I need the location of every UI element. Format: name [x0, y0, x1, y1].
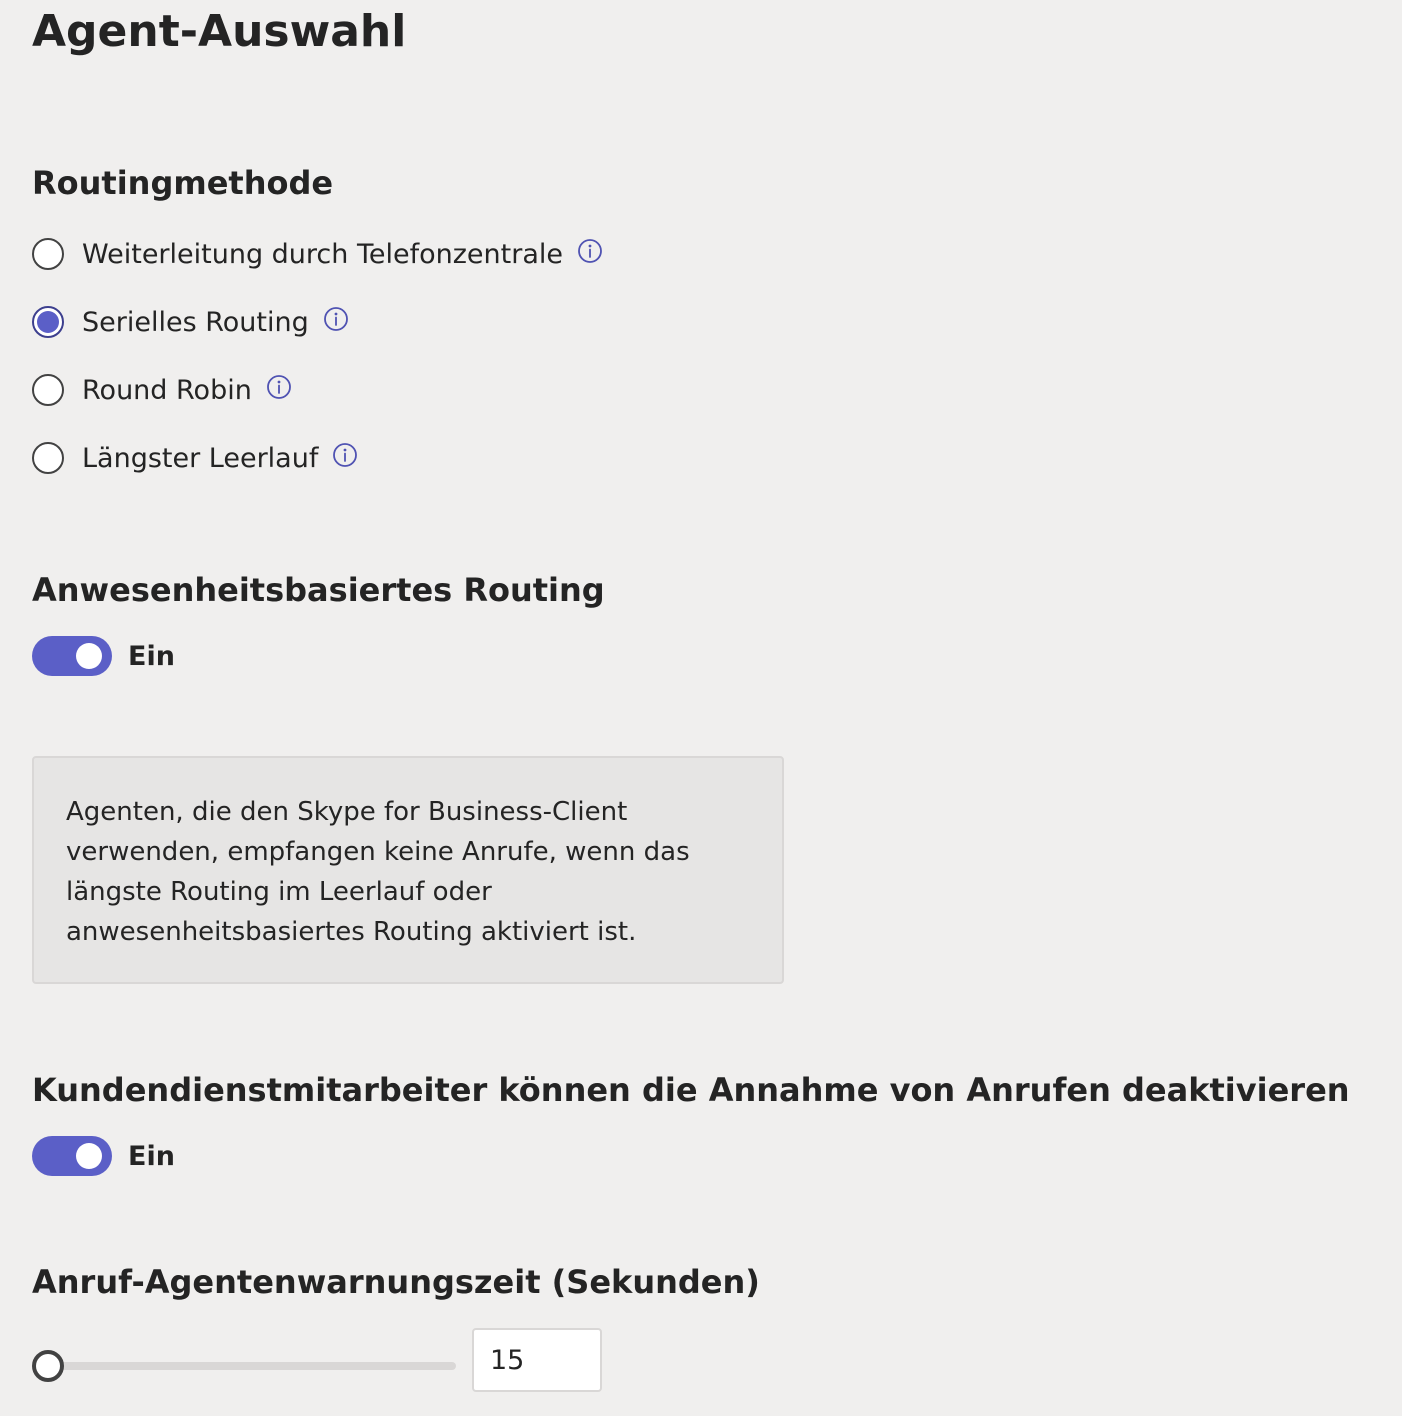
opt-out-heading: Kundendienstmitarbeiter können die Annahme von Anrufen deaktivieren [32, 1071, 1350, 1109]
radio-attendant-routing[interactable] [32, 238, 64, 270]
radio-longest-idle[interactable] [32, 442, 64, 474]
info-icon[interactable] [323, 306, 349, 332]
opt-out-toggle-label: Ein [128, 1140, 175, 1172]
alert-time-slider-track[interactable] [48, 1362, 456, 1370]
info-icon[interactable] [266, 374, 292, 400]
radio-round-robin[interactable] [32, 374, 64, 406]
opt-out-toggle[interactable] [32, 1136, 112, 1176]
skype-notice-text: Agenten, die den Skype for Business-Client verwenden, empfangen keine Anrufe, wenn das längste Routing im Leerlauf oder anwesenheitsbasiertes Routing aktiviert ist. [66, 797, 690, 947]
presence-routing-toggle-row[interactable] [32, 636, 175, 676]
routing-method-heading: Routingmethode [32, 164, 334, 202]
radio-option-longest-idle[interactable] [32, 438, 358, 478]
radio-label-attendant-routing: Weiterleitung durch Telefonzentrale [82, 238, 563, 270]
radio-label-serial-routing: Serielles Routing [82, 306, 309, 338]
skype-notice-box [32, 756, 784, 984]
info-icon[interactable] [577, 238, 603, 264]
radio-label-longest-idle: Längster Leerlauf [82, 442, 319, 474]
alert-time-heading: Anruf-Agentenwarnungszeit (Sekunden) [32, 1263, 760, 1301]
radio-serial-routing[interactable] [32, 306, 64, 338]
presence-routing-toggle[interactable] [32, 636, 112, 676]
alert-time-input[interactable] [472, 1328, 602, 1392]
presence-routing-heading: Anwesenheitsbasiertes Routing [32, 571, 605, 609]
radio-option-attendant-routing[interactable] [32, 234, 603, 274]
info-icon[interactable] [332, 442, 358, 468]
radio-label-round-robin: Round Robin [82, 374, 252, 406]
presence-routing-toggle-label: Ein [128, 640, 175, 672]
radio-option-serial-routing[interactable] [32, 302, 349, 342]
page-title: Agent-Auswahl [32, 6, 407, 57]
radio-option-round-robin[interactable] [32, 370, 292, 410]
opt-out-toggle-row[interactable] [32, 1136, 175, 1176]
alert-time-slider-thumb[interactable] [32, 1350, 64, 1382]
alert-time-slider[interactable] [32, 1350, 456, 1382]
